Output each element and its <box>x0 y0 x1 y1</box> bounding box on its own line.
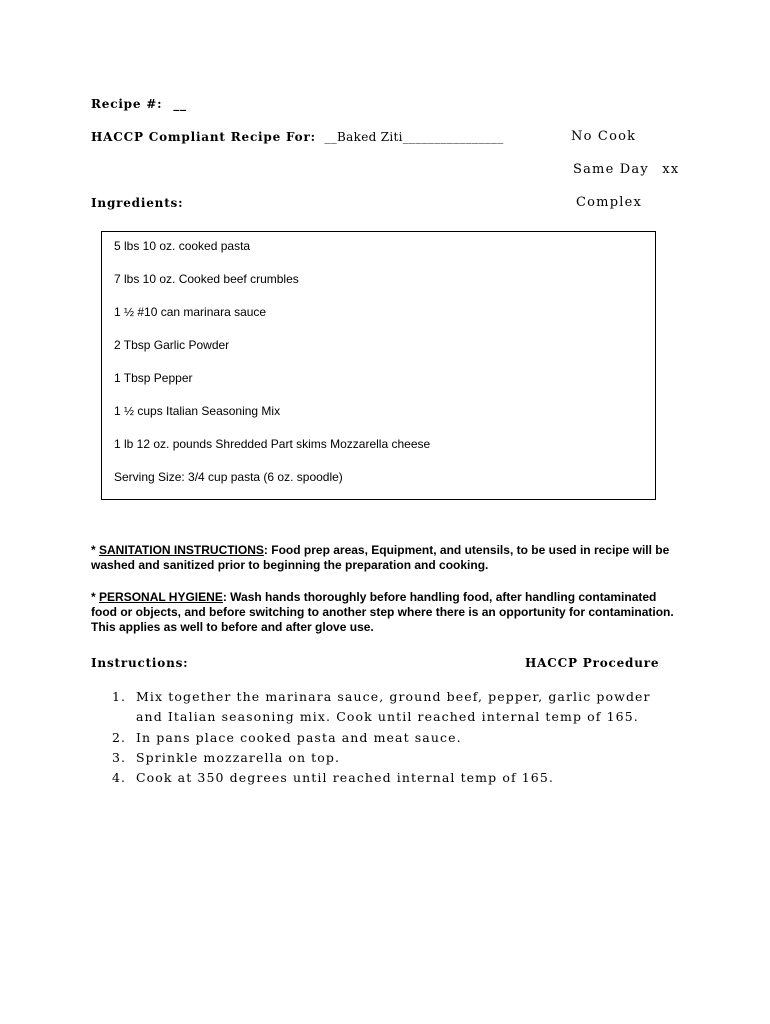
recipe-number-value: __ <box>173 97 187 111</box>
step-text: Mix together the marinara sauce, ground beef, pepper, garlic powder and Italian seasoning mix. Cook until reached internal temp of 165. <box>136 689 651 725</box>
sanitation-star: * <box>91 543 100 557</box>
compliant-label: HACCP Compliant Recipe For: <box>91 130 316 144</box>
personal-hygiene <box>91 590 681 635</box>
option-no-cook: No Cook <box>571 129 637 144</box>
step-number: 2. <box>112 729 127 745</box>
option-same-day-line <box>573 162 679 177</box>
recipe-number-label: Recipe #: <box>91 97 163 111</box>
ingredient-item: 1 ½ cups Italian Seasoning Mix <box>114 404 281 418</box>
instructions-heading: Instructions: <box>91 656 189 670</box>
ingredient-item: 5 lbs 10 oz. cooked pasta <box>114 239 251 253</box>
sanitation-text: : Food prep areas, Equipment, and utensils, to be used in recipe will be washed and sanitized prior to beginning the preparation and cooking. <box>91 543 670 572</box>
sanitation-label: SANITATION INSTRUCTIONS <box>99 543 264 557</box>
recipe-name: __Baked Ziti________________ <box>324 130 504 144</box>
step-number: 1. <box>112 689 127 704</box>
haccp-procedure-heading: HACCP Procedure <box>525 656 660 670</box>
ingredient-item: 7 lbs 10 oz. Cooked beef crumbles <box>114 272 299 286</box>
recipe-title-line <box>91 130 504 144</box>
step-number: 3. <box>112 749 127 765</box>
instruction-steps <box>112 687 672 788</box>
step-text: Sprinkle mozzarella on top. <box>136 749 341 765</box>
hygiene-star: * <box>91 590 100 604</box>
recipe-number-line <box>91 97 187 111</box>
instruction-step <box>112 687 672 728</box>
hygiene-label: PERSONAL HYGIENE <box>99 590 223 604</box>
ingredients-heading: Ingredients: <box>91 196 184 210</box>
serving-size: Serving Size: 3/4 cup pasta (6 oz. spoodle) <box>114 470 343 484</box>
hygiene-text: : Wash hands thoroughly before handling food, after handling contaminated food or objects, and before switching to another step where there is an opportunity for contamination. This applies as well to before and after glove use. <box>91 590 674 634</box>
option-same-day-mark: xx <box>662 162 680 177</box>
instruction-step <box>112 748 672 768</box>
instruction-step <box>112 768 672 788</box>
step-text: Cook at 350 degrees until reached internal temp of 165. <box>136 770 554 786</box>
sanitation-instructions <box>91 543 681 573</box>
ingredient-item: 2 Tbsp Garlic Powder <box>114 338 230 352</box>
step-number: 4. <box>112 770 127 786</box>
step-text: In pans place cooked pasta and meat sauce. <box>136 729 462 745</box>
ingredients-box <box>101 231 656 500</box>
ingredient-item: 1 ½ #10 can marinara sauce <box>114 305 267 319</box>
ingredient-item: 1 lb 12 oz. pounds Shredded Part skims Mozzarella cheese <box>114 437 431 451</box>
option-complex: Complex <box>576 195 643 210</box>
ingredient-item: 1 Tbsp Pepper <box>114 371 193 385</box>
option-same-day: Same Day <box>573 162 649 177</box>
instruction-step <box>112 728 672 748</box>
